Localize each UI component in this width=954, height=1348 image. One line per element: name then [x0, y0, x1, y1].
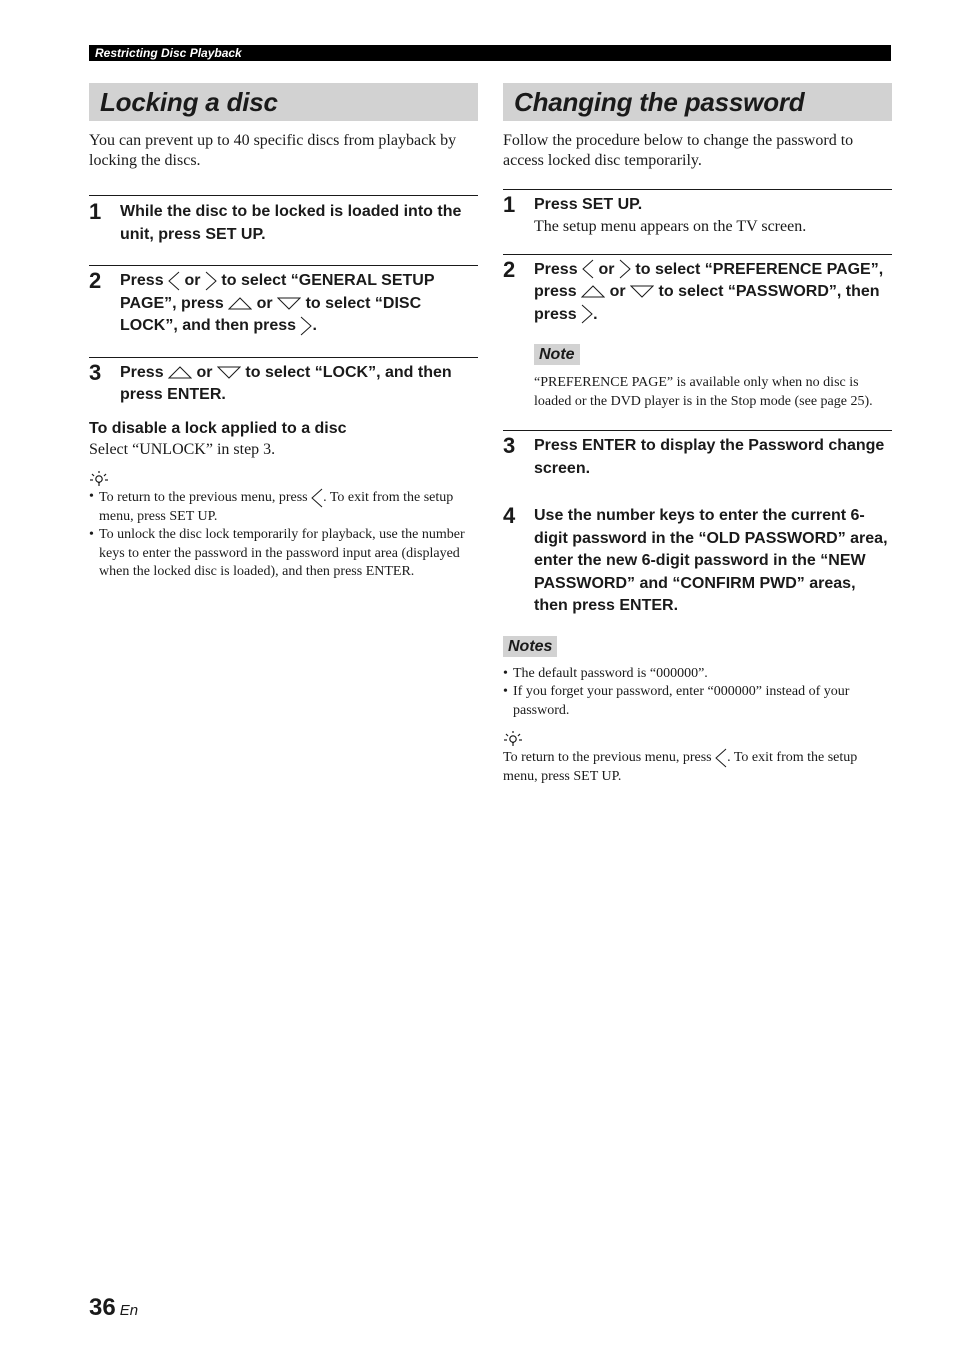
note-text: “PREFERENCE PAGE” is available only when no disc is loaded or the DVD player is in the Stop mode (see page 25). — [534, 375, 873, 409]
notes-list — [503, 665, 892, 721]
note-label: Note — [534, 344, 580, 365]
step-text-part: to select “GENERAL SETUP PAGE”, press — [120, 272, 435, 312]
step-number: 1 — [89, 199, 102, 224]
step-4 — [503, 505, 892, 618]
right-arrow-icon — [205, 271, 217, 291]
step-number: 3 — [503, 433, 516, 458]
intro-paragraph: You can prevent up to 40 specific discs from playback by locking the discs. — [89, 132, 457, 169]
page-footer — [89, 1294, 138, 1322]
step-text-part: to select “DISC LOCK”, and then press — [120, 294, 422, 334]
right-arrow-icon — [581, 304, 593, 324]
note-block — [534, 344, 892, 411]
running-header — [89, 45, 891, 61]
tip-text: . To exit from the setup menu, press SET UP. — [99, 489, 454, 524]
step-2 — [89, 265, 478, 338]
tip-icon — [89, 470, 109, 486]
tip-text-part: . To exit from the setup menu, press SET UP. — [503, 750, 858, 784]
tip-icon — [503, 730, 523, 746]
disable-lock-text: Select “UNLOCK” in step 3. — [89, 440, 276, 458]
step-text — [120, 270, 478, 338]
step-text — [120, 362, 478, 407]
step-text-part: to select “PREFERENCE PAGE”, press — [534, 260, 884, 300]
step-text-part: or — [256, 294, 273, 312]
step-text: While the disc to be locked is loaded into the unit, press SET UP. — [120, 203, 462, 243]
step-text-part: or — [184, 272, 201, 289]
right-arrow-icon — [300, 316, 312, 336]
step-1 — [503, 189, 892, 237]
step-text-part: Press — [120, 363, 164, 381]
running-header-text: Restricting Disc Playback — [95, 46, 242, 60]
step-subtext: The setup menu appears on the TV screen. — [534, 217, 807, 235]
tip-text: To unlock the disc lock temporarily for playback, use the number keys to enter the password in the password input area (displayed when the locked disc is loaded), and then press ENTER. — [99, 527, 465, 579]
tip-text-part: To return to the previous menu, press — [503, 750, 712, 766]
list-item: • The default password is “000000”. — [503, 665, 892, 684]
step-text: Use the number keys to enter the current 6-digit password in the “OLD PASSWORD” area, enter the new 6-digit password in the “NEW PASSWORD” and “CONFIRM PWD” areas, then press ENTER. — [534, 507, 888, 614]
step-text-part: or — [609, 283, 626, 300]
tip-block — [503, 729, 892, 787]
step-number: 4 — [503, 503, 516, 528]
step-text-part: . — [593, 305, 598, 323]
step-3 — [503, 430, 892, 480]
list-item — [89, 488, 478, 527]
step-3 — [89, 357, 478, 407]
left-arrow-icon — [582, 259, 594, 279]
step-number: 3 — [89, 359, 102, 385]
intro-paragraph: Follow the procedure below to change the password to access locked disc temporarily. — [503, 132, 854, 169]
step-text-part: . — [312, 317, 317, 334]
right-arrow-icon — [619, 259, 631, 279]
tip-list — [89, 488, 478, 582]
step-text: Press ENTER to display the Password change screen. — [534, 437, 885, 477]
tip-text: To return to the previous menu, press — [99, 489, 308, 505]
list-item: • If you forget your password, enter “000000” instead of your password. — [503, 683, 892, 720]
step-text-part: Press — [534, 260, 578, 278]
tip-block — [89, 469, 478, 582]
up-arrow-icon — [228, 297, 252, 310]
step-text: Press SET UP. — [534, 196, 643, 213]
down-arrow-icon — [277, 297, 301, 310]
disable-lock-heading: To disable a lock applied to a disc — [89, 419, 347, 437]
left-arrow-icon — [715, 748, 727, 768]
up-arrow-icon — [581, 285, 605, 298]
step-text-part: Press — [120, 272, 164, 289]
step-text-part: to select “PASSWORD”, then press — [534, 283, 880, 323]
left-arrow-icon — [311, 488, 323, 508]
up-arrow-icon — [168, 366, 192, 379]
step-text-part: or — [598, 260, 615, 278]
notes-block — [503, 636, 892, 721]
section-title-password: Changing the password — [503, 83, 892, 121]
section-title-locking: Locking a disc — [89, 83, 478, 121]
tip-text — [503, 748, 892, 787]
down-arrow-icon — [630, 285, 654, 298]
step-2 — [503, 254, 892, 412]
disable-lock-block — [89, 418, 478, 460]
step-text-part: or — [196, 363, 213, 381]
step-number: 1 — [503, 192, 516, 217]
list-item — [89, 526, 478, 582]
step-number: 2 — [503, 256, 516, 282]
page-number: 36 — [89, 1294, 116, 1321]
step-text-part: to select “LOCK”, and then press ENTER. — [120, 363, 452, 403]
step-1 — [89, 195, 478, 246]
notes-label: Notes — [503, 636, 557, 657]
left-arrow-icon — [168, 271, 180, 291]
step-text — [534, 259, 892, 327]
page-language: En — [119, 1302, 139, 1319]
left-column — [89, 83, 478, 582]
step-number: 2 — [89, 268, 102, 293]
down-arrow-icon — [217, 366, 241, 379]
right-column — [503, 83, 892, 787]
